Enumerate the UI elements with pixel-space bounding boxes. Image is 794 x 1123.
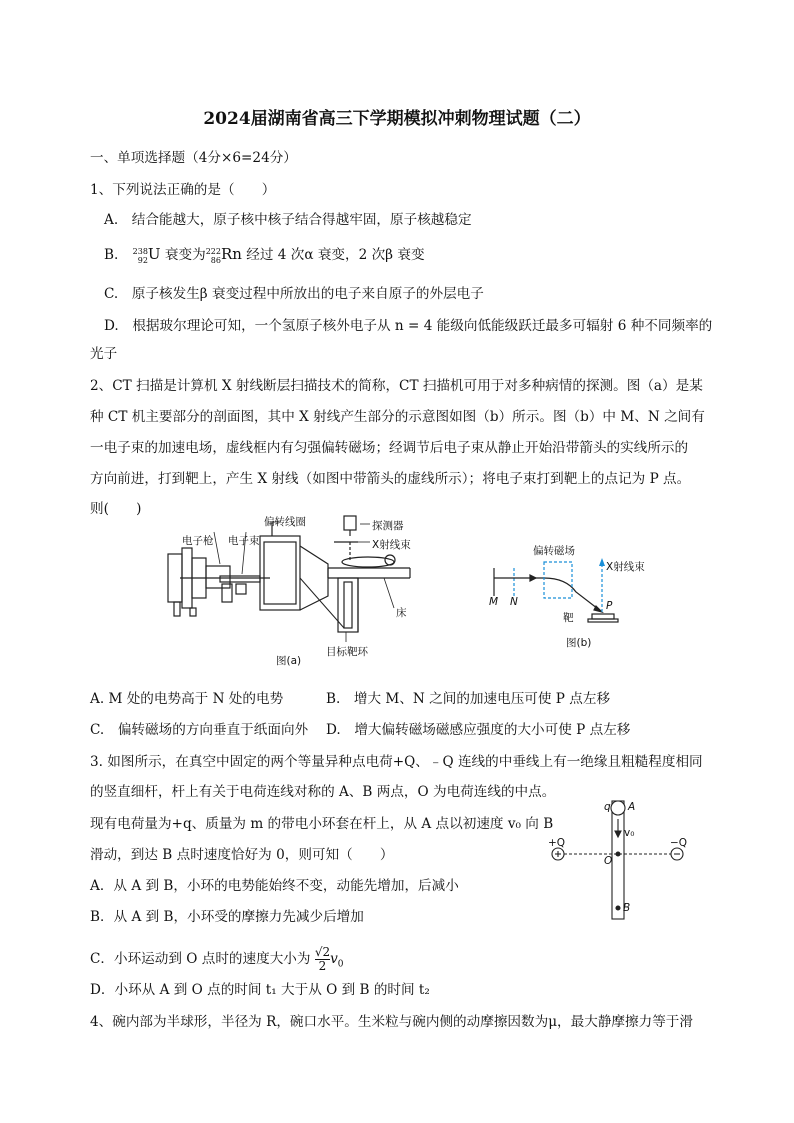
fig3-b-label: B (623, 902, 631, 914)
q3-option-d: D．小环从 A 到 O 点的时间 t₁ 大于从 O 到 B 的时间 t₂ (90, 982, 430, 998)
fig-a-caption: 图(a) (276, 655, 302, 667)
fraction-denominator: 2 (318, 959, 327, 973)
q1-option-b-mid: 衰变为 (160, 247, 206, 263)
fig3-o-label: O (604, 855, 613, 867)
q3-stem-line2: 的竖直细杆，杆上有关于电荷连线对称的 A、B 两点，O 为电荷连线的中点。 (90, 784, 556, 800)
q1-option-b-suffix: 经过 4 次α 衰变，2 次β 衰变 (241, 247, 425, 263)
rn-symbol: Rn (220, 245, 242, 263)
fig-a-xray-beam-label: X射线束 (372, 539, 411, 551)
q3-stem-line3: 现有电荷量为+q、质量为 m 的带电小环套在杆上，从 A 点以初速度 v₀ 向 B (90, 816, 554, 832)
fig3-plus-q-label: +Q (548, 837, 566, 849)
fig-a-target-ring-label: 目标靶环 (326, 646, 368, 658)
u-mass-number: 238 (132, 246, 148, 256)
fig3-a-label: A (628, 801, 636, 813)
q3-option-c-prefix: C．小环运动到 O 点时的速度大小为 (90, 951, 311, 967)
u-symbol: U (147, 245, 161, 263)
fig3-q-label: q (604, 801, 611, 813)
fig-b-deflection-field-label: 偏转磁场 (533, 545, 575, 557)
fig-b-m-label: M (489, 596, 499, 608)
q1-option-b (104, 243, 425, 265)
fig-b-target-label: 靶 (563, 612, 574, 624)
q2-option-c: C. 偏转磁场的方向垂直于纸面向外 (90, 722, 309, 738)
page-title: 2024届湖南省高三下学期模拟冲刺物理试题（二） (203, 109, 591, 129)
section-heading: 一、单项选择题（4分×6=24分） (90, 150, 297, 166)
q2-stem-line1: 2、CT 扫描是计算机 X 射线断层扫描技术的简称，CT 扫描机可用于对多种病情的探测。图（a）是某 (90, 378, 703, 394)
fig-a-detector-label: 探测器 (372, 520, 404, 532)
rn-atomic-number: 86 (210, 255, 221, 265)
fig-b-n-label: N (510, 596, 518, 608)
q1-option-d-line2: 光子 (90, 346, 118, 362)
fig3-v0-label: v₀ (624, 827, 635, 839)
u-atomic-number: 92 (137, 255, 148, 265)
q3-stem-line4: 滑动，到达 B 点时速度恰好为 0，则可知（ ） (90, 847, 394, 863)
rn-mass-number: 222 (205, 246, 221, 256)
fig-a-bed-label: 床 (396, 607, 407, 619)
q1-option-d-line1: D. 根据玻尔理论可知，一个氢原子核外电子从 n = 4 能级向低能级跃迁最多可辐射 6 种不同频率的 (104, 318, 713, 334)
fig-b-caption: 图(b) (566, 637, 592, 649)
fig-a-electron-gun-label: 电子枪 (182, 535, 214, 547)
fig-a-deflection-coil-label: 偏转线圈 (264, 516, 306, 528)
q2-option-b: B. 增大 M、N 之间的加速电压可使 P 点左移 (326, 691, 611, 707)
fig-b-p-label: P (606, 600, 613, 612)
q2-stem-line3: 一电子束的加速电场，虚线框内有匀强偏转磁场；经调节后电子束从静止开始沿带箭头的实线所示的 (90, 440, 689, 456)
q3-stem-line1: 3. 如图所示，在真空中固定的两个等量异种点电荷+Q、﹣Q 连线的中垂线上有一绝缘且粗糙程度相同 (90, 754, 703, 770)
fig-a-electron-beam-label: 电子束 (228, 535, 260, 547)
q3-option-a: A．从 A 到 B，小环的电势能始终不变，动能先增加，后减小 (90, 878, 459, 894)
charged-ring-rod-figure (545, 795, 695, 925)
q1-stem: 1、下列说法正确的是（ ） (90, 182, 276, 198)
q2-option-a: A. M 处的电势高于 N 处的电势 (90, 691, 284, 707)
q2-stem-line2: 种 CT 机主要部分的剖面图，其中 X 射线产生部分的示意图如图（b）所示。图（b）中 M、N 之间有 (90, 409, 705, 425)
velocity-subscript: 0 (337, 959, 344, 970)
fig3-minus-q-label: −Q (670, 837, 688, 849)
velocity-symbol: v (330, 951, 338, 967)
q1-option-b-prefix: B. (104, 247, 119, 263)
q1-option-c: C. 原子核发生β 衰变过程中所放出的电子来自原子的外层电子 (104, 286, 484, 302)
q2-stem-line4: 方向前进，打到靶上，产生 X 射线（如图中带箭头的虚线所示）；将电子束打到靶上的点记为 P 点。 (90, 471, 691, 487)
q2-stem-line5: 则( ) (90, 501, 142, 517)
q2-option-d: D. 增大偏转磁场磁感应强度的大小可使 P 点左移 (326, 722, 631, 738)
fig-b-xray-beam-label: X射线束 (606, 561, 645, 573)
q4-stem-line1: 4、碗内部为半球形，半径为 R，碗口水平。生米粒与碗内侧的动摩擦因数为μ，最大静摩擦力等于滑 (90, 1014, 693, 1030)
q1-option-a: A. 结合能越大，原子核中核子结合得越牢固，原子核越稳定 (104, 212, 472, 228)
q3-option-b: B．从 A 到 B，小环受的摩擦力先减少后增加 (90, 909, 364, 925)
sqrt2-numerator: √2 (314, 945, 331, 959)
q3-option-c (90, 946, 344, 973)
